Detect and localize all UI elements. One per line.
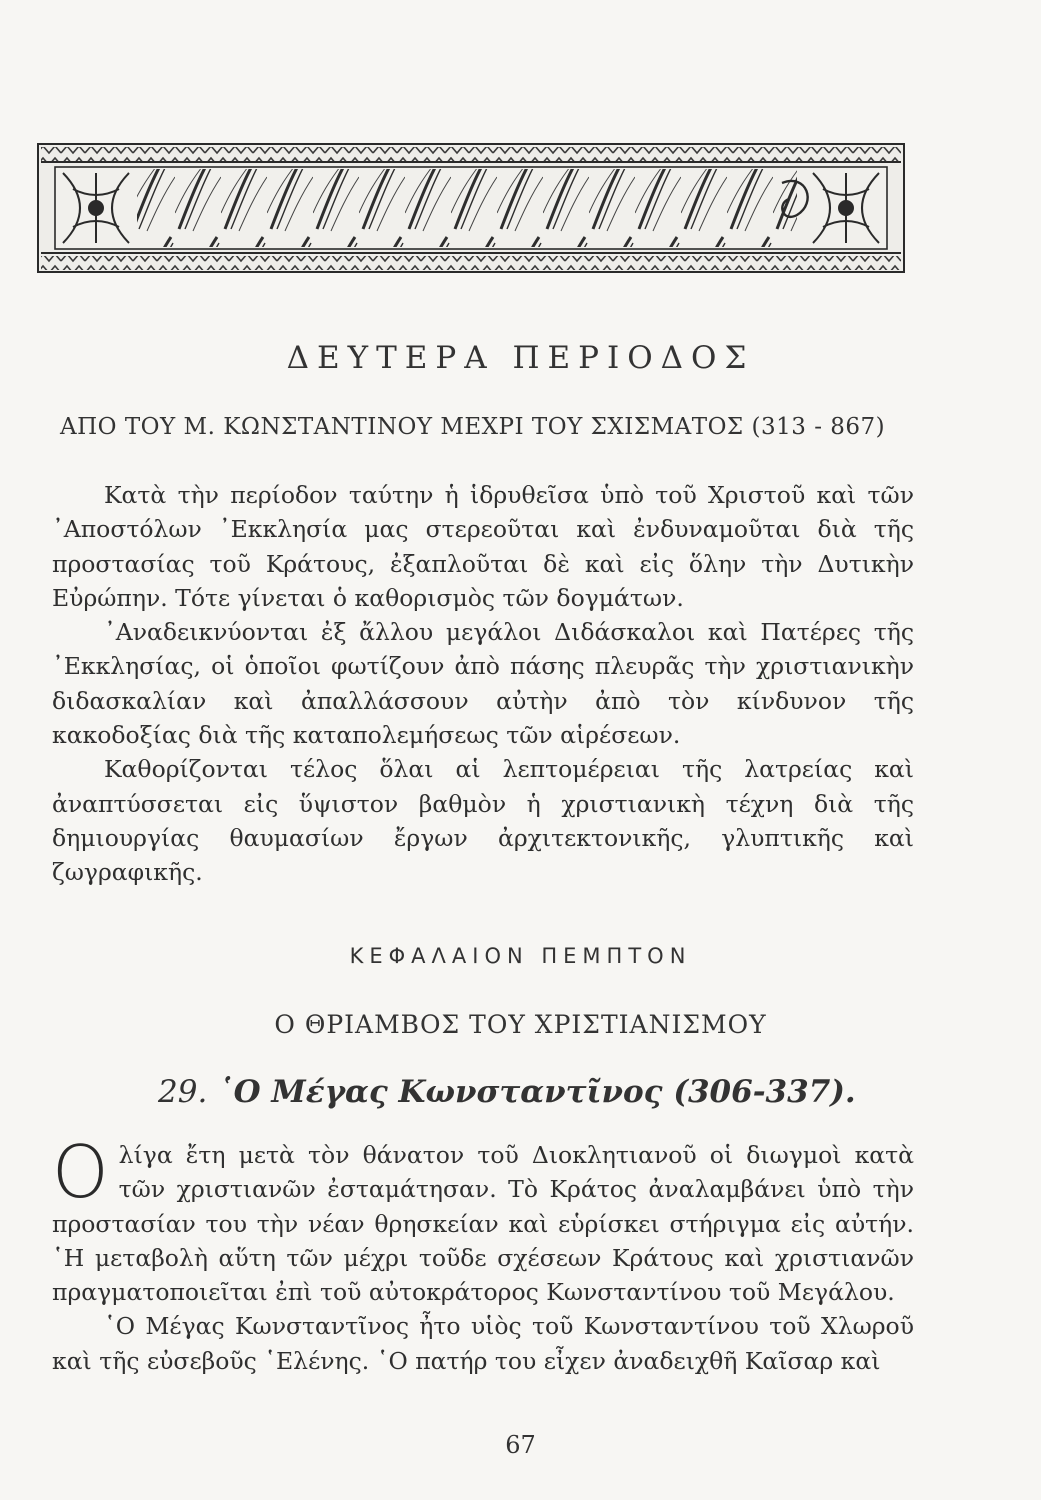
chapter-title: Ο ΘΡΙΑΜΒΟΣ ΤΟΥ ΧΡΙΣΤΙΑΝΙΣΜΟΥ xyxy=(274,1010,767,1039)
part-subtitle: ΑΠΟ ΤΟΥ Μ. ΚΩΝΣΤΑΝΤΙΝΟΥ ΜΕΧΡΙ ΤΟΥ ΣΧΙΣΜΑΤΟΣ (313 - 867) xyxy=(60,414,886,440)
page-number: 67 xyxy=(505,1431,536,1459)
intro-text xyxy=(52,478,914,890)
intro-paragraph: Καθορίζονται τέλος ὅλαι αἱ λεπτομέρειαι τῆς λατρείας καὶ ἀναπτύσσεται εἰς ὕψιστον βαθμὸν ἡ χριστιανικὴ τέχνη διὰ τῆς δημιουργίας θαυμασίων ἔργων ἀρχιτεκτονικῆς, γλυπτικῆς καὶ ζωγραφικῆς. xyxy=(52,755,914,887)
intro-paragraph: Κατὰ τὴν περίοδον ταύτην ἡ ἱδρυθεῖσα ὑπὸ τοῦ Χριστοῦ καὶ τῶν ᾿Αποστόλων ᾿Εκκλησία μας στερεοῦται καὶ ἐνδυναμοῦται διὰ τῆς προστασίας τοῦ Κράτους, ἐξαπλοῦται δὲ καὶ εἰς ὅλην τὴν Δυτικὴν Εὐρώπην. Τότε γίνεται ὁ καθορισμὸς τῶν δογμάτων. xyxy=(52,481,914,612)
body-text xyxy=(52,1130,914,1378)
body-paragraph-text: λίγα ἔτη μετὰ τὸν θάνατον τοῦ Διοκλητιανοῦ οἱ διωγμοὶ κατὰ τῶν χριστιανῶν ἐσταμάτησαν. Τὸ Κράτος ἀναλαμβάνει ὑπὸ τὴν προστασίαν του τὴν νέαν θρησκείαν καὶ εὑρίσκει στήριγμα εἰς αὐτήν. ῾Η μεταβολὴ αὕτη τῶν μέχρι τοῦδε σχέσεων Κράτους καὶ χριστιανῶν πραγματοποιεῖται ἐπὶ τοῦ αὐτοκράτορος Κωνσταντίνου τοῦ Μεγάλου. xyxy=(52,1141,914,1307)
section-title: ῾Ο Μέγας Κωνσταντῖνος (306-337). xyxy=(218,1074,856,1110)
body-paragraph: ῾Ο Μέγας Κωνσταντῖνος ἦτο υἱὸς τοῦ Κωνσταντίνου τοῦ Χλωροῦ καὶ τῆς εὐσεβοῦς ῾Ελένης. ῾Ο πατήρ του εἶχεν ἀναδειχθῆ Καῖσαρ καὶ xyxy=(52,1312,914,1375)
ornamental-header-band xyxy=(37,143,905,273)
section-number: 29. xyxy=(158,1074,208,1110)
intro-paragraph: ᾿Αναδεικνύονται ἐξ ἄλλου μεγάλοι Διδάσκαλοι καὶ Πατέρες τῆς ᾿Εκκλησίας, οἱ ὁποῖοι φωτίζουν ἀπὸ πάσης πλευρᾶς τὴν χριστιανικὴν διδασκαλίαν καὶ ἀπαλλάσσουν αὐτὴν ἀπὸ τὸν κίνδυνον τῆς κακοδοξίας διὰ τῆς καταπολεμήσεως τῶν αἱρέσεων. xyxy=(52,618,914,750)
part-title: ΔΕΥΤΕΡΑ ΠΕΡΙΟΔΟΣ xyxy=(286,340,755,376)
body-paragraph xyxy=(52,1130,914,1309)
chapter-label: ΚΕΦΑΛΑΙΟΝ ΠΕΜΠΤΟΝ xyxy=(349,944,692,968)
drop-cap: Ο xyxy=(52,1130,109,1214)
section-heading xyxy=(158,1074,856,1110)
